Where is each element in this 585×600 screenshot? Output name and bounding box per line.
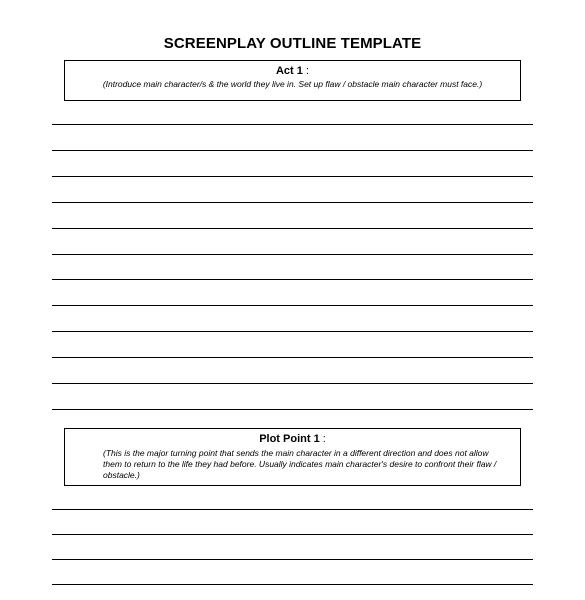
writing-line[interactable] xyxy=(52,150,533,151)
writing-line[interactable] xyxy=(52,176,533,177)
plot-point1-heading xyxy=(65,433,520,445)
writing-line[interactable] xyxy=(52,534,533,535)
writing-line[interactable] xyxy=(52,279,533,280)
plot-point1-heading-text: Plot Point 1 xyxy=(259,433,320,445)
writing-line[interactable] xyxy=(52,409,533,410)
writing-line[interactable] xyxy=(52,509,533,510)
writing-line[interactable] xyxy=(52,202,533,203)
writing-line[interactable] xyxy=(52,357,533,358)
writing-line[interactable] xyxy=(52,228,533,229)
writing-line[interactable] xyxy=(52,383,533,384)
writing-line[interactable] xyxy=(52,305,533,306)
writing-line[interactable] xyxy=(52,124,533,125)
act1-heading-text: Act 1 xyxy=(275,65,303,77)
writing-line[interactable] xyxy=(52,331,533,332)
plot-point1-section-box xyxy=(64,428,521,486)
act1-section-box xyxy=(64,60,521,101)
plot-point1-instructions: (This is the major turning point that sends the main character in a different direction and does not allow them to return to the life they had before. Usually indicates main character's desire to confront their flaw / obstacle.) xyxy=(103,448,497,480)
act1-instructions: (Introduce main character/s & the world they live in. Set up flaw / obstacle main character must face.) xyxy=(102,79,483,89)
writing-line[interactable] xyxy=(52,559,533,560)
writing-line[interactable] xyxy=(52,254,533,255)
page-title: SCREENPLAY OUTLINE TEMPLATE xyxy=(163,35,422,52)
act1-heading xyxy=(65,65,520,77)
act1-heading-colon: : xyxy=(305,65,310,77)
plot-point1-heading-colon: : xyxy=(322,433,326,445)
writing-line[interactable] xyxy=(52,584,533,585)
